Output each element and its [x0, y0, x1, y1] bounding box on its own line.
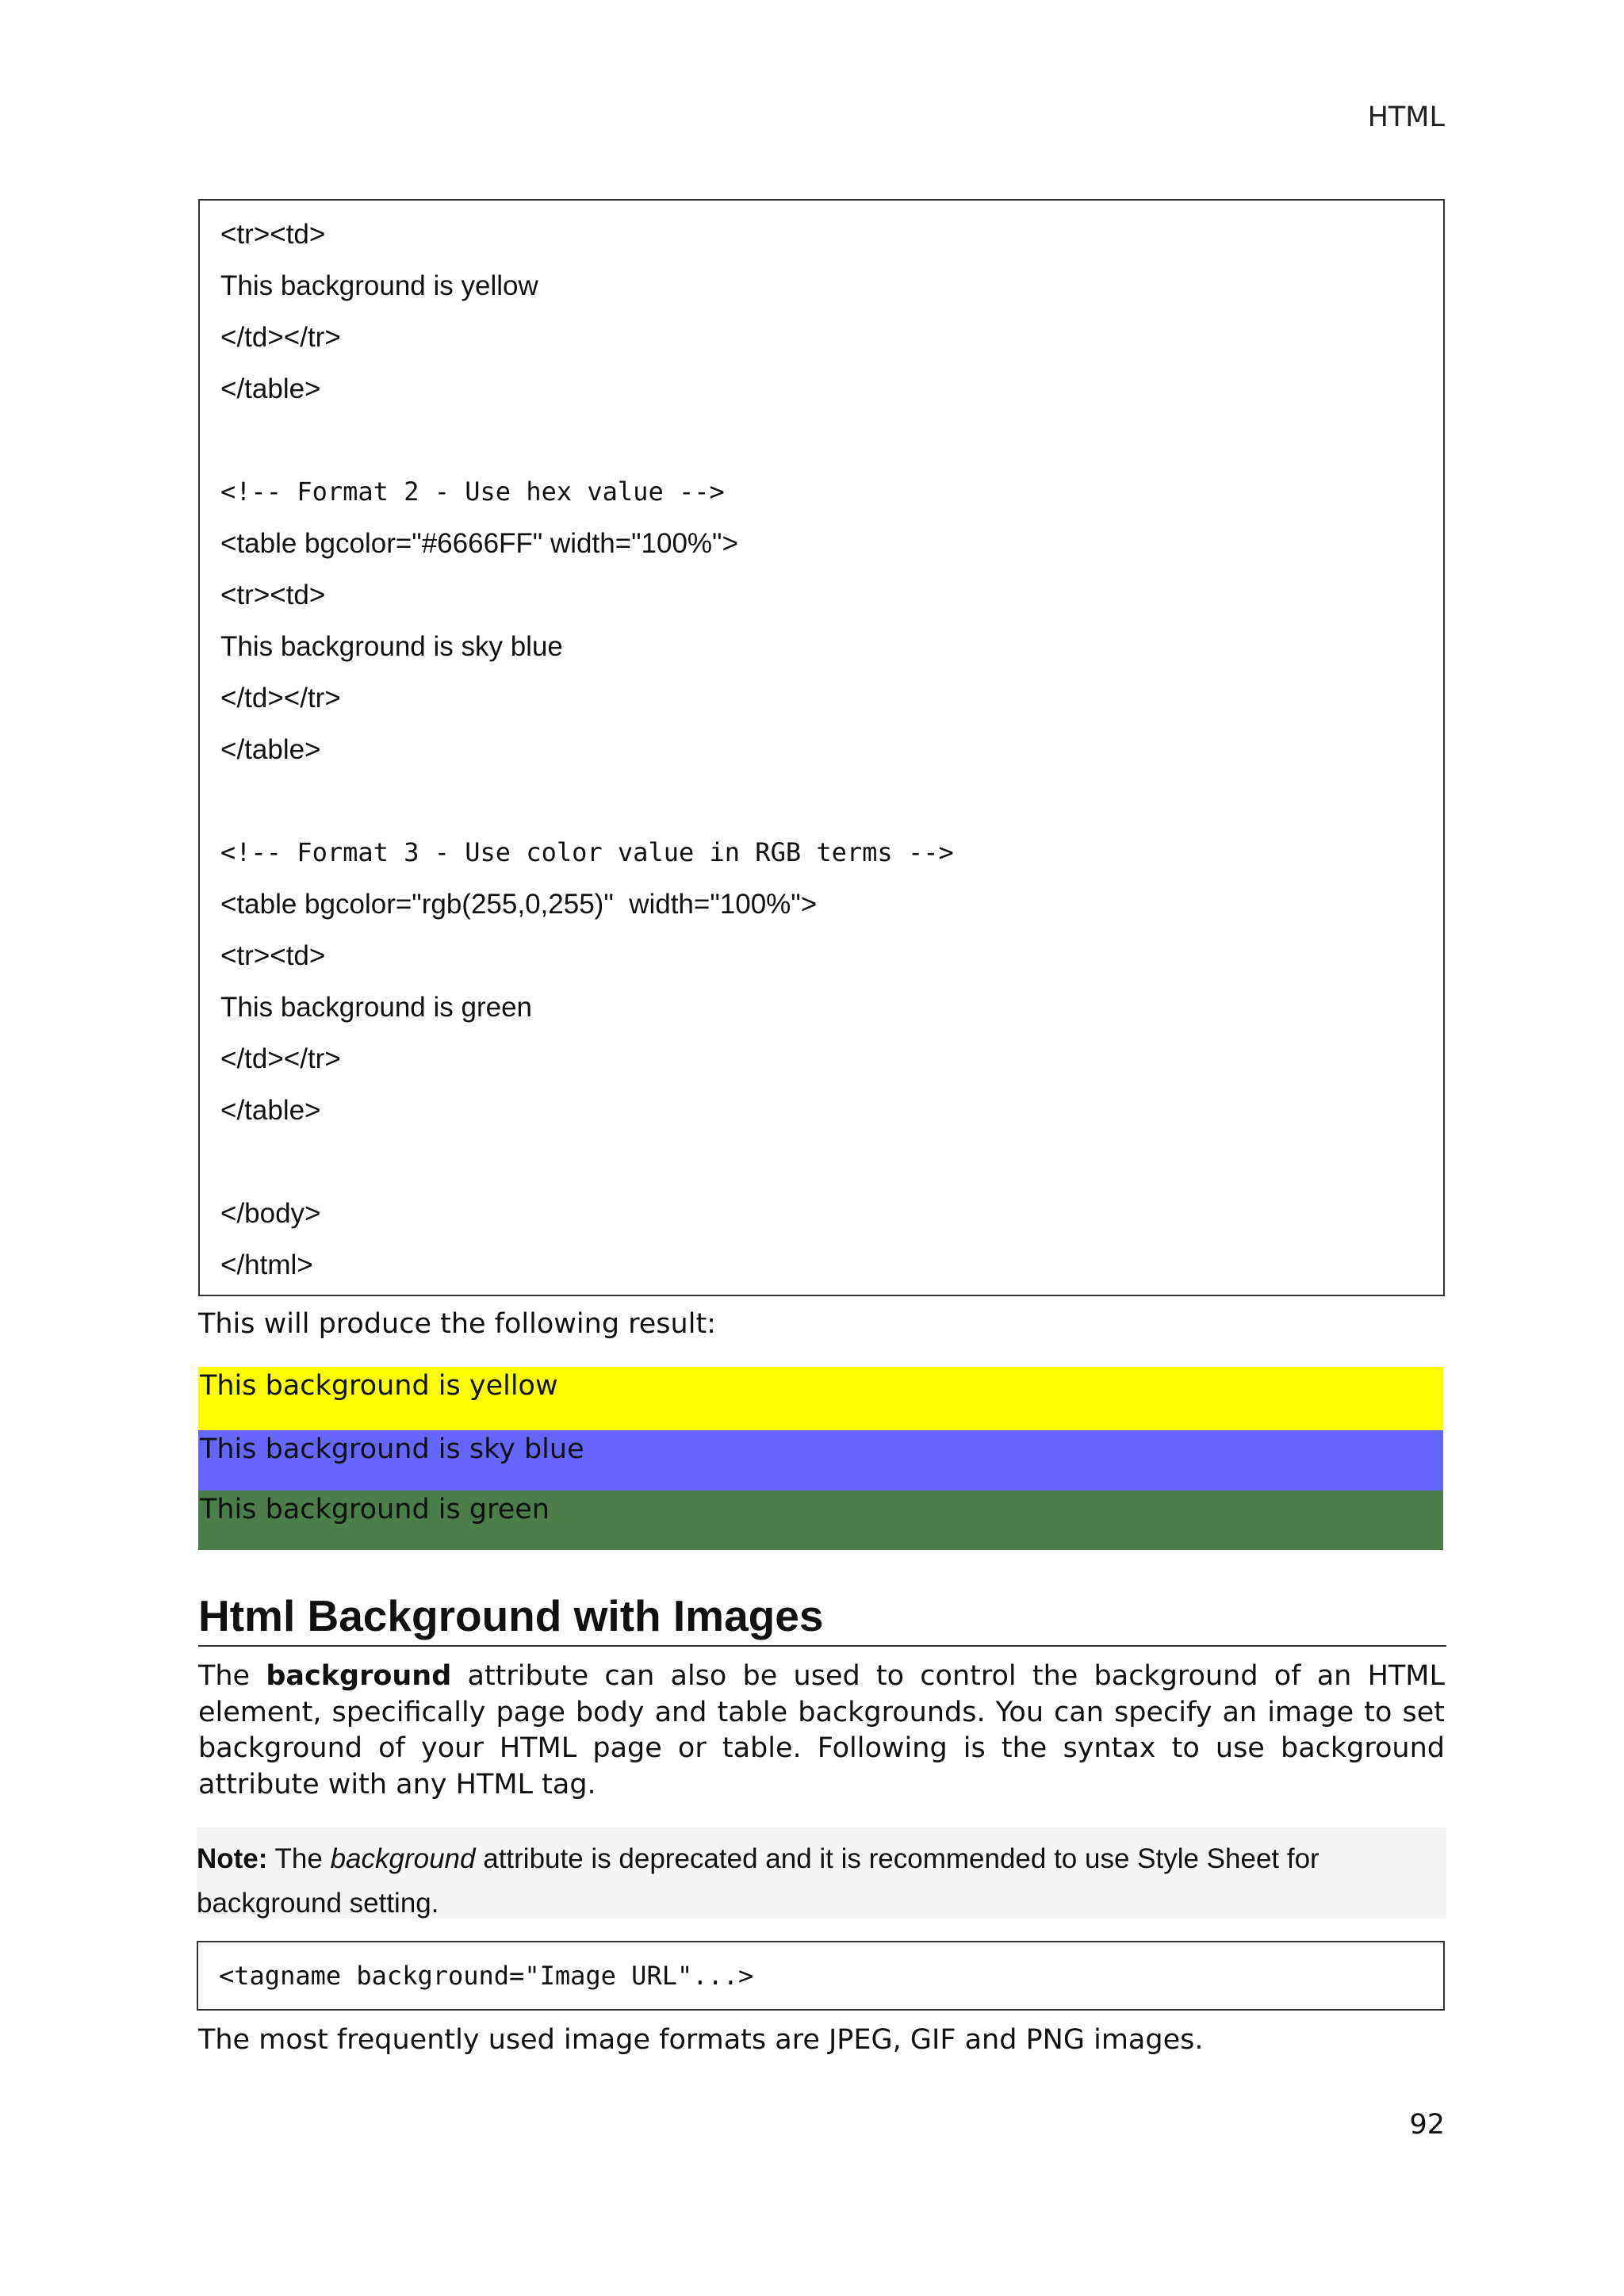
code-block: [198, 199, 1445, 1296]
para-rest: attribute can also be used to control the background of an HTML element, specifically page body and table backgrounds. You can specify an image to set background of your HTML page or table. Following is the syntax to use background attribute with any HTML tag.: [198, 1660, 1445, 1800]
code-line: </body>: [220, 1198, 321, 1229]
code-line: <table bgcolor="#6666FF" width="100%">: [220, 528, 738, 559]
result-row-sky-blue: This background is sky blue: [198, 1430, 1443, 1490]
running-header: HTML: [1367, 101, 1445, 133]
code-line: [220, 415, 1443, 466]
result-row-green: This background is green: [198, 1490, 1443, 1550]
note-text: attribute is deprecated and it is recommended to use Style Sheet for background setting.: [197, 1843, 1320, 1919]
syntax-code-box: <tagname background="Image URL"...>: [197, 1941, 1445, 2011]
body-paragraph: [198, 1659, 1445, 1803]
section-heading: Html Background with Images: [198, 1588, 1446, 1647]
code-line: </table>: [220, 373, 321, 404]
note-pre: The: [267, 1843, 331, 1874]
note-label: Note:: [197, 1843, 268, 1874]
page-number: 92: [1409, 2109, 1445, 2141]
code-line: This background is sky blue: [220, 631, 563, 662]
code-line: <tr><td>: [220, 219, 326, 250]
code-line: </table>: [220, 734, 321, 765]
para-keyword: background: [266, 1660, 452, 1692]
note-box: [197, 1827, 1446, 1919]
para-lead: The: [198, 1660, 266, 1692]
code-line: This background is yellow: [220, 270, 538, 301]
code-comment-line: <!-- Format 2 - Use hex value -->: [220, 476, 725, 507]
code-line: [220, 1136, 1443, 1188]
code-line: </td></tr>: [220, 322, 341, 353]
code-line: <tr><td>: [220, 580, 326, 610]
result-row-yellow: This background is yellow: [198, 1367, 1443, 1430]
code-line: [220, 775, 1443, 827]
code-line: <table bgcolor="rgb(255,0,255)" width="100%">: [220, 889, 818, 920]
closing-paragraph: The most frequently used image formats are JPEG, GIF and PNG images.: [198, 2024, 1204, 2056]
note-keyword: background: [330, 1843, 476, 1874]
code-line: </td></tr>: [220, 1043, 341, 1074]
code-line: <tr><td>: [220, 940, 326, 971]
result-intro: This will produce the following result:: [198, 1308, 716, 1340]
code-line: </table>: [220, 1095, 321, 1126]
code-line: This background is green: [220, 992, 532, 1023]
code-line: </html>: [220, 1249, 313, 1280]
code-line: </td></tr>: [220, 683, 341, 714]
code-comment-line: <!-- Format 3 - Use color value in RGB terms -->: [220, 837, 954, 867]
